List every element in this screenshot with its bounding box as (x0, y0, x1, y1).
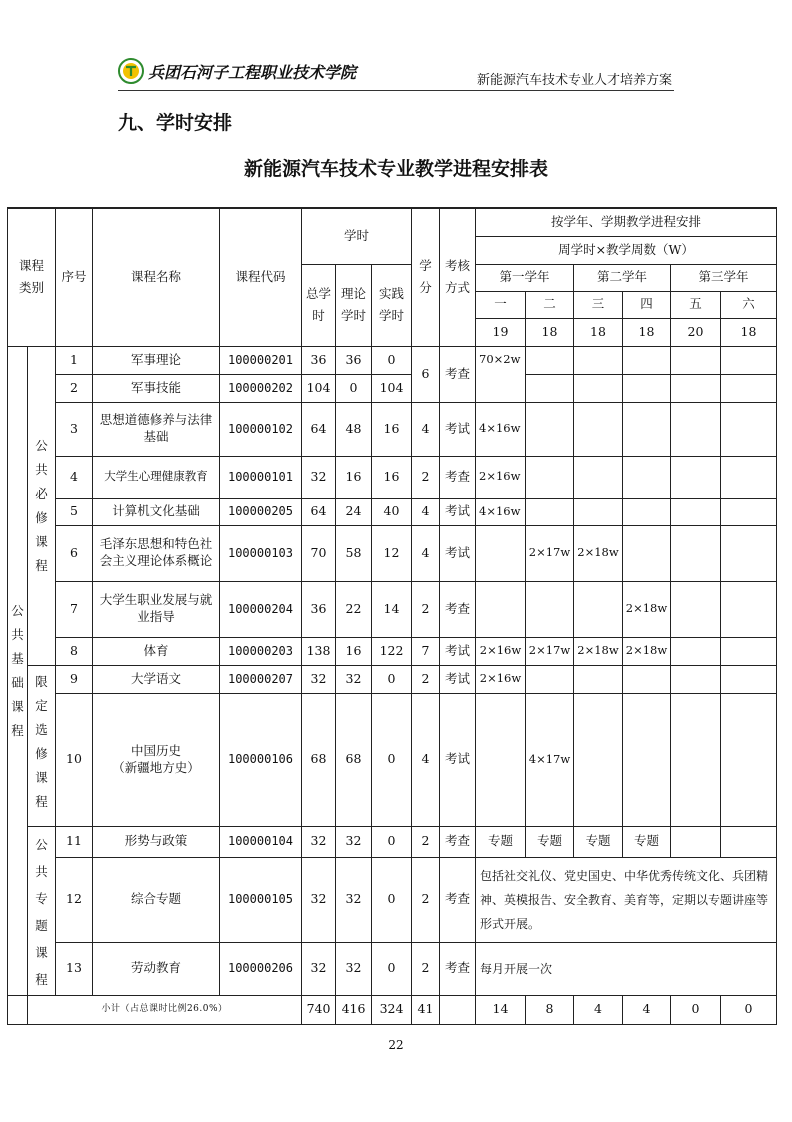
total-hours: 36 (302, 346, 336, 374)
header-weeks-6: 18 (721, 318, 777, 346)
term-6 (721, 581, 777, 637)
term-5 (671, 637, 721, 665)
term-5 (671, 665, 721, 693)
course-code: 100000203 (220, 637, 302, 665)
theory-hours: 68 (336, 693, 372, 826)
credit: 4 (412, 402, 440, 456)
course-name: 计算机文化基础 (93, 498, 220, 525)
table-row (8, 456, 777, 498)
subtotal-total: 740 (302, 995, 336, 1024)
term-6 (721, 525, 777, 581)
credit: 7 (412, 637, 440, 665)
credit: 6 (412, 346, 440, 402)
practice-hours: 14 (372, 581, 412, 637)
term-6 (721, 498, 777, 525)
term-2: 4×17w (526, 693, 574, 826)
course-name: 大学生职业发展与就业指导 (93, 581, 220, 637)
term-5 (671, 525, 721, 581)
table-row (8, 857, 777, 942)
header-assess: 考核方式 (440, 208, 476, 346)
header-weekly: 周学时×教学周数（W） (476, 236, 777, 264)
course-code: 100000106 (220, 693, 302, 826)
term-6 (721, 665, 777, 693)
term-2 (526, 665, 574, 693)
header-hours: 学时 (302, 208, 412, 264)
page-header (118, 52, 674, 91)
term-3 (574, 498, 623, 525)
course-code: 100000201 (220, 346, 302, 374)
course-name: 思想道德修养与法律基础 (93, 402, 220, 456)
assess-method: 考试 (440, 665, 476, 693)
theory-hours: 24 (336, 498, 372, 525)
term-3 (574, 346, 623, 374)
practice-hours: 0 (372, 857, 412, 942)
practice-hours: 16 (372, 402, 412, 456)
term-1 (476, 693, 526, 826)
header-weeks-4: 18 (623, 318, 671, 346)
term-2: 2×17w (526, 637, 574, 665)
header-total: 总学时 (302, 264, 336, 346)
row-no: 5 (56, 498, 93, 525)
subtotal-theory: 416 (336, 995, 372, 1024)
row-no: 4 (56, 456, 93, 498)
table-row (8, 498, 777, 525)
total-hours: 68 (302, 693, 336, 826)
header-year-1: 第一学年 (476, 264, 574, 291)
course-name: 劳动教育 (93, 942, 220, 995)
course-code: 100000103 (220, 525, 302, 581)
term-2 (526, 346, 574, 374)
subtotal-label: 小计（占总课时比例26.0%） (28, 995, 302, 1024)
course-name: 军事技能 (93, 374, 220, 402)
subtotal-term-3: 4 (574, 995, 623, 1024)
table-row (8, 402, 777, 456)
credit: 2 (412, 581, 440, 637)
header-weeks-2: 18 (526, 318, 574, 346)
schedule-note: 包括社交礼仪、党史国史、中华优秀传统文化、兵团精神、英模报告、安全教育、美育等，定期以专题讲座等形式开展。 (476, 857, 777, 942)
term-4: 2×18w (623, 637, 671, 665)
total-hours: 64 (302, 498, 336, 525)
term-3: 专题 (574, 826, 623, 857)
credit: 2 (412, 857, 440, 942)
term-4 (623, 525, 671, 581)
total-hours: 104 (302, 374, 336, 402)
table-row (8, 581, 777, 637)
subtotal-term-4: 4 (623, 995, 671, 1024)
term-1 (476, 525, 526, 581)
term-4 (623, 665, 671, 693)
practice-hours: 0 (372, 346, 412, 374)
term-4 (623, 693, 671, 826)
page-number: 22 (388, 1038, 404, 1052)
table-title: 新能源汽车技术专业教学进程安排表 (243, 158, 548, 180)
schedule-note: 每月开展一次 (476, 942, 777, 995)
term-3 (574, 665, 623, 693)
group-elective: 限定选修课程 (28, 665, 56, 826)
practice-hours: 40 (372, 498, 412, 525)
section-heading: 九、学时安排 (118, 112, 233, 134)
course-name: 军事理论 (93, 346, 220, 374)
assess-method: 考试 (440, 525, 476, 581)
theory-hours: 48 (336, 402, 372, 456)
course-code: 100000104 (220, 826, 302, 857)
subtotal-credit: 41 (412, 995, 440, 1024)
theory-hours: 36 (336, 346, 372, 374)
header-term-1: 一 (476, 291, 526, 318)
table-row (8, 525, 777, 581)
term-6 (721, 826, 777, 857)
term-3 (574, 581, 623, 637)
table-row (8, 826, 777, 857)
term-6 (721, 456, 777, 498)
term-2 (526, 456, 574, 498)
course-code: 100000105 (220, 857, 302, 942)
term-2: 2×17w (526, 525, 574, 581)
row-no: 1 (56, 346, 93, 374)
term-5 (671, 498, 721, 525)
term-5 (671, 826, 721, 857)
assess-method: 考查 (440, 346, 476, 402)
practice-hours: 104 (372, 374, 412, 402)
header-term-2: 二 (526, 291, 574, 318)
total-hours: 64 (302, 402, 336, 456)
header-year-2: 第二学年 (574, 264, 671, 291)
course-name: 综合专题 (93, 857, 220, 942)
row-no: 3 (56, 402, 93, 456)
term-2 (526, 402, 574, 456)
header-weeks-3: 18 (574, 318, 623, 346)
total-hours: 70 (302, 525, 336, 581)
subtotal-term-6: 0 (721, 995, 777, 1024)
school-logo-icon (118, 58, 144, 84)
table-row (8, 942, 777, 995)
course-code: 100000102 (220, 402, 302, 456)
group-main: 公共基础课程 (8, 346, 28, 995)
term-4 (623, 402, 671, 456)
credit: 4 (412, 693, 440, 826)
header-theory: 理论学时 (336, 264, 372, 346)
practice-hours: 16 (372, 456, 412, 498)
total-hours: 138 (302, 637, 336, 665)
term-4: 2×18w (623, 581, 671, 637)
course-name: 形势与政策 (93, 826, 220, 857)
term-2 (526, 581, 574, 637)
header-term-4: 四 (623, 291, 671, 318)
term-3: 2×18w (574, 637, 623, 665)
table-row (8, 693, 777, 826)
total-hours: 32 (302, 942, 336, 995)
row-no: 9 (56, 665, 93, 693)
term-5 (671, 693, 721, 826)
term-5 (671, 456, 721, 498)
total-hours: 32 (302, 665, 336, 693)
term-3 (574, 456, 623, 498)
term-4 (623, 498, 671, 525)
practice-hours: 0 (372, 826, 412, 857)
course-code: 100000206 (220, 942, 302, 995)
header-credit: 学分 (412, 208, 440, 346)
term-5 (671, 581, 721, 637)
term-5 (671, 346, 721, 374)
group-special: 公共专题课程 (28, 826, 56, 995)
header-plan: 按学年、学期教学进程安排 (476, 208, 777, 236)
subtotal-term-2: 8 (526, 995, 574, 1024)
table-row (8, 346, 777, 374)
term-1: 2×16w (476, 665, 526, 693)
course-code: 100000101 (220, 456, 302, 498)
course-code: 100000205 (220, 498, 302, 525)
subtotal-term-1: 14 (476, 995, 526, 1024)
theory-hours: 32 (336, 857, 372, 942)
term-3 (574, 374, 623, 402)
table-row (8, 637, 777, 665)
credit: 4 (412, 525, 440, 581)
header-weeks-1: 19 (476, 318, 526, 346)
term-6 (721, 637, 777, 665)
table-row (8, 665, 777, 693)
header-practice: 实践学时 (372, 264, 412, 346)
header-no: 序号 (56, 208, 93, 346)
term-3: 2×18w (574, 525, 623, 581)
assess-method: 考查 (440, 857, 476, 942)
header-code: 课程代码 (220, 208, 302, 346)
course-name: 毛泽东思想和特色社会主义理论体系概论 (93, 525, 220, 581)
assess-method: 考试 (440, 637, 476, 665)
term-1: 70×2w (476, 346, 526, 402)
assess-method: 考试 (440, 402, 476, 456)
theory-hours: 58 (336, 525, 372, 581)
row-no: 11 (56, 826, 93, 857)
total-hours: 32 (302, 857, 336, 942)
course-name: 中国历史 （新疆地方史） (93, 693, 220, 826)
term-2: 专题 (526, 826, 574, 857)
total-hours: 36 (302, 581, 336, 637)
row-no: 2 (56, 374, 93, 402)
total-hours: 32 (302, 456, 336, 498)
term-6 (721, 346, 777, 374)
term-2 (526, 374, 574, 402)
credit: 2 (412, 942, 440, 995)
row-no: 8 (56, 637, 93, 665)
schedule-table (7, 207, 777, 1025)
assess-method: 考试 (440, 693, 476, 826)
practice-hours: 122 (372, 637, 412, 665)
term-1: 4×16w (476, 402, 526, 456)
term-2 (526, 498, 574, 525)
term-4: 专题 (623, 826, 671, 857)
subtotal-practice: 324 (372, 995, 412, 1024)
term-5 (671, 374, 721, 402)
school-name: 兵团石河子工程职业技术学院 (148, 63, 357, 82)
theory-hours: 32 (336, 942, 372, 995)
term-1 (476, 581, 526, 637)
header-category: 课程类别 (8, 208, 56, 346)
course-name: 体育 (93, 637, 220, 665)
header-term-3: 三 (574, 291, 623, 318)
credit: 4 (412, 498, 440, 525)
practice-hours: 12 (372, 525, 412, 581)
course-code: 100000202 (220, 374, 302, 402)
subtotal-assess (440, 995, 476, 1024)
theory-hours: 16 (336, 637, 372, 665)
term-6 (721, 693, 777, 826)
term-5 (671, 402, 721, 456)
term-3 (574, 402, 623, 456)
row-no: 13 (56, 942, 93, 995)
term-6 (721, 402, 777, 456)
practice-hours: 0 (372, 942, 412, 995)
credit: 2 (412, 826, 440, 857)
assess-method: 考查 (440, 456, 476, 498)
subtotal-term-5: 0 (671, 995, 721, 1024)
course-name: 大学语文 (93, 665, 220, 693)
term-4 (623, 374, 671, 402)
row-no: 7 (56, 581, 93, 637)
term-6 (721, 374, 777, 402)
header-name: 课程名称 (93, 208, 220, 346)
table-row (8, 374, 777, 402)
term-1: 2×16w (476, 456, 526, 498)
total-hours: 32 (302, 826, 336, 857)
practice-hours: 0 (372, 693, 412, 826)
row-no: 6 (56, 525, 93, 581)
term-4 (623, 456, 671, 498)
header-term-6: 六 (721, 291, 777, 318)
theory-hours: 32 (336, 826, 372, 857)
term-4 (623, 346, 671, 374)
header-weeks-5: 20 (671, 318, 721, 346)
course-code: 100000204 (220, 581, 302, 637)
theory-hours: 22 (336, 581, 372, 637)
row-no: 12 (56, 857, 93, 942)
term-3 (574, 693, 623, 826)
course-name: 大学生心理健康教育 (93, 456, 220, 498)
theory-hours: 0 (336, 374, 372, 402)
credit: 2 (412, 456, 440, 498)
credit: 2 (412, 665, 440, 693)
row-no: 10 (56, 693, 93, 826)
assess-method: 考查 (440, 581, 476, 637)
theory-hours: 32 (336, 665, 372, 693)
term-1: 专题 (476, 826, 526, 857)
document-title: 新能源汽车技术专业人才培养方案 (476, 73, 672, 88)
term-1: 2×16w (476, 637, 526, 665)
theory-hours: 16 (336, 456, 372, 498)
assess-method: 考查 (440, 942, 476, 995)
group-compulsory: 公共必修课程 (28, 346, 56, 665)
term-1: 4×16w (476, 498, 526, 525)
course-code: 100000207 (220, 665, 302, 693)
assess-method: 考查 (440, 826, 476, 857)
header-year-3: 第三学年 (671, 264, 777, 291)
practice-hours: 0 (372, 665, 412, 693)
subtotal-row (8, 995, 777, 1024)
header-term-5: 五 (671, 291, 721, 318)
assess-method: 考试 (440, 498, 476, 525)
